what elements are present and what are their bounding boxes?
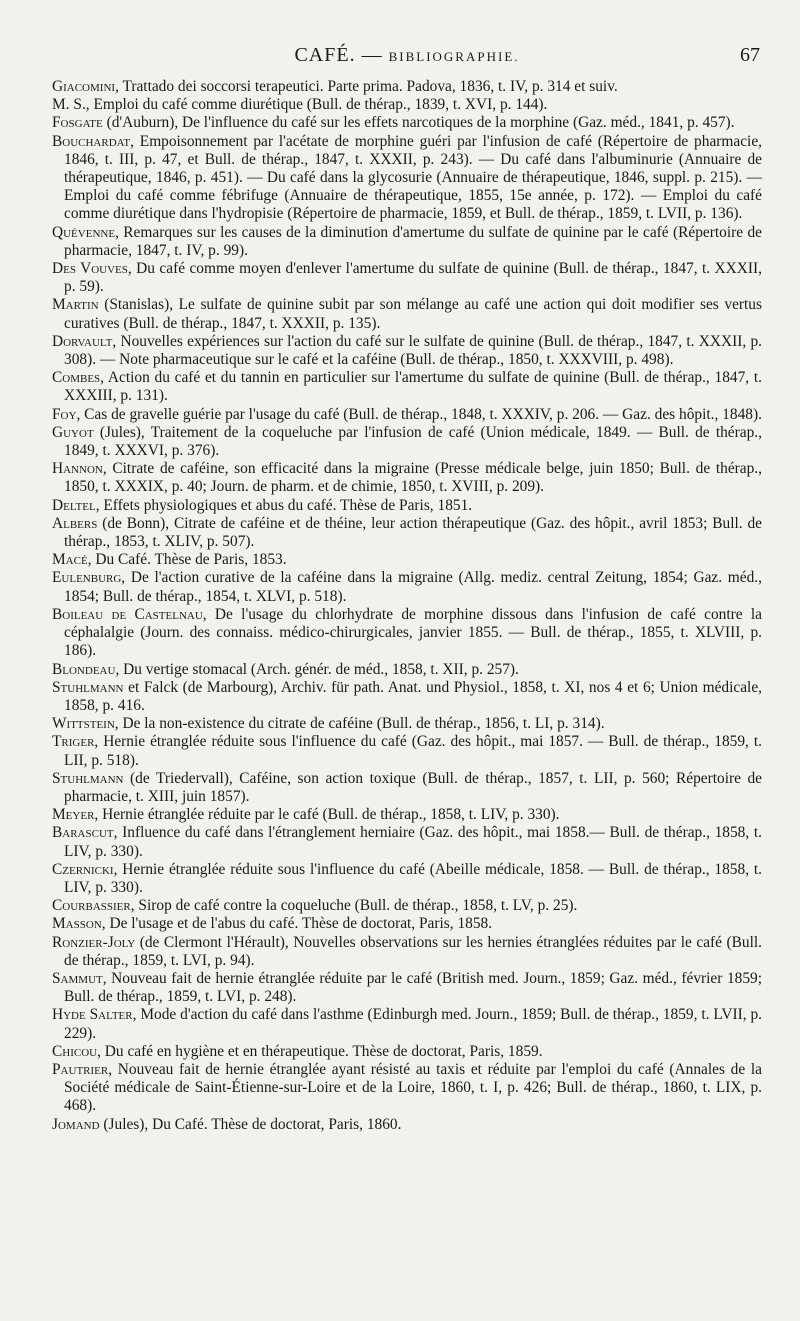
entry-author: Barascut (52, 824, 114, 842)
entry-author: Eulenburg (52, 569, 122, 587)
entry-author: Fosgate (52, 114, 103, 132)
entry-text: , Hernie étranglée réduite sous l'influence du café (Gaz. des hôpit., mai 1857. — Bull. de thérap., 1859, t. LII, p. 518). (64, 733, 762, 769)
bibliography-list (52, 78, 762, 1134)
entry-author: Guyot (52, 423, 94, 441)
entry-text: , Nouvelles expériences sur l'action du café sur le sulfate de quinine (Bull. de thérap., 1847, t. XXXII, p. 308). — Note pharmaceutique sur le café et la caféine (Bull. de thérap., 1850, t. XXXVIII, p. 498). (64, 332, 762, 369)
bibliography-entry (52, 78, 762, 96)
bibliography-entry (52, 915, 762, 933)
entry-text: , Empoisonnement par l'acétate de morphine guéri par l'infusion de café (Répertoire de pharmacie, 1846, t. III, p. 47, et Bull. de thérap., 1847, t. XXXII, p. 243). — Du café dans l'albuminurie (Annuaire de thérapeutique, 1846, p. 451). — Du café dans la glycosurie (Annuaire de thérapeutique, 1846, suppl. p. 215). — Emploi du café comme fébrifuge (Annuaire de thérapeutique, 1855, 15e année, p. 172). — Emploi du café comme diurétique dans l'hydropisie (Répertoire de pharmacie, 1859, et Bull. de thérap., 1859, t. LVII, p. 136). (64, 132, 762, 223)
entry-text: , Mode d'action du café dans l'asthme (Edinburgh med. Journ., 1859; Bull. de thérap., 1859, t. LVII, p. 229). (64, 1006, 762, 1042)
entry-text: , Emploi du café comme diurétique (Bull. de thérap., 1839, t. XVI, p. 144). (85, 96, 548, 114)
bibliography-entry (52, 296, 762, 332)
page-header (52, 44, 762, 74)
bibliography-entry (52, 606, 762, 661)
bibliography-entry (52, 515, 762, 551)
entry-text: , Action du café et du tannin en particulier sur l'amertume du sulfate de quinine (Bull. de thérap., 1847, t. XXXIII, p. 131). (64, 369, 762, 405)
entry-text: , Influence du café dans l'étranglement herniaire (Gaz. des hôpit., mai 1858.— Bull. de thérap., 1858, t. LIV, p. 330). (64, 824, 762, 860)
header-section: BIBLIOGRAPHIE. (388, 49, 520, 64)
entry-author: Macé (52, 551, 88, 569)
bibliography-entry (52, 970, 762, 1006)
entry-text: , Du café comme moyen d'enlever l'amertume du sulfate de quinine (Bull. de thérap., 1847, t. XXXII, p. 59). (64, 260, 762, 296)
entry-text: (d'Auburn), De l'influence du café sur les effets narcotiques de la morphine (Gaz. méd., 1841, p. 457). (102, 114, 735, 132)
entry-author: Deltel (52, 496, 96, 514)
bibliography-entry (52, 1006, 762, 1042)
bibliography-entry (52, 770, 762, 806)
bibliography-entry (52, 406, 762, 424)
bibliography-entry (52, 96, 762, 114)
bibliography-entry (52, 1043, 762, 1061)
bibliography-entry (52, 661, 762, 679)
entry-author: Ronzier-Joly (52, 933, 136, 951)
entry-text: et Falck (de Marbourg), Archiv. für path. Anat. und Physiol., 1858, t. XI, nos 4 et 6; Union médicale, 1858, p. 416. (64, 678, 762, 714)
entry-text: , De la non-existence du citrate de caféine (Bull. de thérap., 1856, t. LI, p. 314). (114, 715, 605, 733)
entry-text: (de Clermont l'Hérault), Nouvelles observations sur les hernies étranglées réduites par le café (Bull. de thérap., 1859, t. LVI, p. 94). (64, 933, 762, 969)
bibliography-entry (52, 569, 762, 605)
entry-text: , Hernie étranglée réduite par le café (Bull. de thérap., 1858, t. LIV, p. 330). (94, 806, 560, 824)
entry-text: , Du café en hygiène et en thérapeutique. Thèse de doctorat, Paris, 1859. (97, 1042, 543, 1060)
entry-text: , Effets physiologiques et abus du café. Thèse de Paris, 1851. (95, 496, 473, 514)
entry-author: Albers (52, 514, 98, 532)
entry-text: , Hernie étranglée réduite sous l'influence du café (Abeille médicale, 1858. — Bull. de thérap., 1858, t. LIV, p. 330). (64, 860, 762, 896)
entry-text: , De l'usage du chlorhydrate de morphine dissous dans l'infusion de café contre la céphalalgie (Journ. des connaiss. médico-chirurgicales, janvier 1855. — Bull. de thérap., 1855, t. XLVIII, p. 186). (64, 605, 762, 660)
entry-text: , De l'action curative de la caféine dans la migraine (Allg. mediz. central Zeitung, 1854; Gaz. méd., 1854; Bull. de thérap., 1854, t. XLVI, p. 518). (64, 569, 762, 605)
running-head (52, 44, 762, 67)
entry-author: Foy (52, 405, 77, 423)
entry-author: Wittstein (52, 715, 115, 733)
entry-text: (Stanislas), Le sulfate de quinine subit par son mélange au café une action qui doit modifier ses vertus curatives (Bull. de thérap., 1847, t. XXXII, p. 135). (64, 296, 762, 332)
entry-author: Dorvault (52, 332, 113, 350)
entry-author: Des Vouves (52, 260, 128, 278)
bibliography-entry (52, 715, 762, 733)
entry-author: Martin (52, 296, 99, 314)
bibliography-entry (52, 824, 762, 860)
entry-text: , Cas de gravelle guérie par l'usage du café (Bull. de thérap., 1848, t. XXXIV, p. 206. — Gaz. des hôpit., 1848). (76, 405, 762, 423)
entry-author: Triger (52, 733, 95, 751)
entry-text: , Citrate de caféine, son efficacité dans la migraine (Presse médicale belge, juin 1850; Bull. de thérap., 1850, t. XXXIX, p. 40; Journ. de pharm. et de chimie, 1850, t. XVIII, p. 209). (64, 460, 762, 496)
bibliography-entry (52, 133, 762, 224)
entry-author: Sammut (52, 969, 103, 987)
page-number: 67 (740, 44, 760, 66)
bibliography-entry (52, 551, 762, 569)
entry-author: M. S. (52, 96, 86, 114)
entry-author: Bouchardat (52, 132, 131, 150)
entry-author: Hannon (52, 460, 103, 478)
bibliography-entry (52, 897, 762, 915)
bibliography-entry (52, 861, 762, 897)
bibliography-entry (52, 806, 762, 824)
entry-text: , De l'usage et de l'abus du café. Thèse de doctorat, Paris, 1858. (101, 915, 493, 933)
bibliography-entry (52, 460, 762, 496)
entry-text: (de Bonn), Citrate de caféine et de théine, leur action thérapeutique (Gaz. des hôpit., avril 1853; Bull. de thérap., 1853, t. XLIV, p. 507). (64, 514, 762, 551)
bibliography-entry (52, 224, 762, 260)
entry-text: , Sirop de café contre la coqueluche (Bull. de thérap., 1858, t. LV, p. 25). (130, 897, 578, 915)
bibliography-entry (52, 424, 762, 460)
entry-author: Chicou (52, 1042, 98, 1060)
entry-author: Czernicki (52, 860, 114, 878)
entry-author: Masson (52, 915, 102, 933)
entry-author: Pautrier (52, 1060, 109, 1078)
entry-author: Blondeau (52, 660, 116, 678)
entry-author: Meyer (52, 806, 95, 824)
entry-author: Giacomini (52, 78, 116, 95)
entry-author: Boileau de Castelnau (52, 605, 203, 623)
entry-text: , Trattado dei soccorsi terapeutici. Parte prima. Padova, 1836, t. IV, p. 314 et suiv. (115, 78, 618, 95)
entry-text: , Nouveau fait de hernie étranglée réduite par le café (British med. Journ., 1859; Gaz. méd., février 1859; Bull. de thérap., 1859, t. LVI, p. 248). (64, 969, 762, 1006)
bibliography-entry (52, 333, 762, 369)
entry-author: Stuhlmann (52, 769, 124, 787)
header-title: CAFÉ. (294, 44, 356, 66)
entry-author: Hyde Salter (52, 1006, 133, 1024)
entry-author: Stuhlmann (52, 678, 124, 696)
bibliography-entry (52, 934, 762, 970)
header-dash: — (361, 44, 383, 66)
entry-text: (Jules), Du Café. Thèse de doctorat, Paris, 1860. (99, 1115, 402, 1133)
bibliography-entry (52, 114, 762, 132)
bibliography-entry (52, 260, 762, 296)
entry-text: , Du vertige stomacal (Arch. génér. de méd., 1858, t. XII, p. 257). (115, 660, 519, 678)
entry-author: Combes (52, 369, 101, 387)
entry-text: , Du Café. Thèse de Paris, 1853. (87, 551, 287, 569)
entry-author: Courbassier (52, 897, 131, 915)
entry-text: , Remarques sur les causes de la diminution d'amertume du sulfate de quinine par le café (Répertoire de pharmacie, 1847, t. IV, p. 99). (64, 223, 762, 259)
entry-text: , Nouveau fait de hernie étranglée ayant résisté au taxis et réduite par l'emploi du café (Annales de la Société médicale de Saint-Étienne-sur-Loire et de la Loire, 1860, t. I, p. 426; Bull. de thérap., 1860, t. LIX, p. 468). (64, 1060, 762, 1115)
bibliography-entry (52, 1061, 762, 1116)
bibliography-entry (52, 733, 762, 769)
bibliography-entry (52, 369, 762, 405)
entry-author: Jomand (52, 1115, 100, 1133)
bibliography-entry (52, 1116, 762, 1134)
bibliography-entry (52, 679, 762, 715)
bibliography-entry (52, 497, 762, 515)
entry-text: (Jules), Traitement de la coqueluche par l'infusion de café (Union médicale, 1849. — Bull. de thérap., 1849, t. XXXVI, p. 376). (64, 423, 762, 460)
entry-text: (de Triedervall), Caféine, son action toxique (Bull. de thérap., 1857, t. LII, p. 560; Répertoire de pharmacie, t. XIII, juin 1857). (64, 769, 762, 805)
entry-author: Quévenne (52, 223, 116, 241)
